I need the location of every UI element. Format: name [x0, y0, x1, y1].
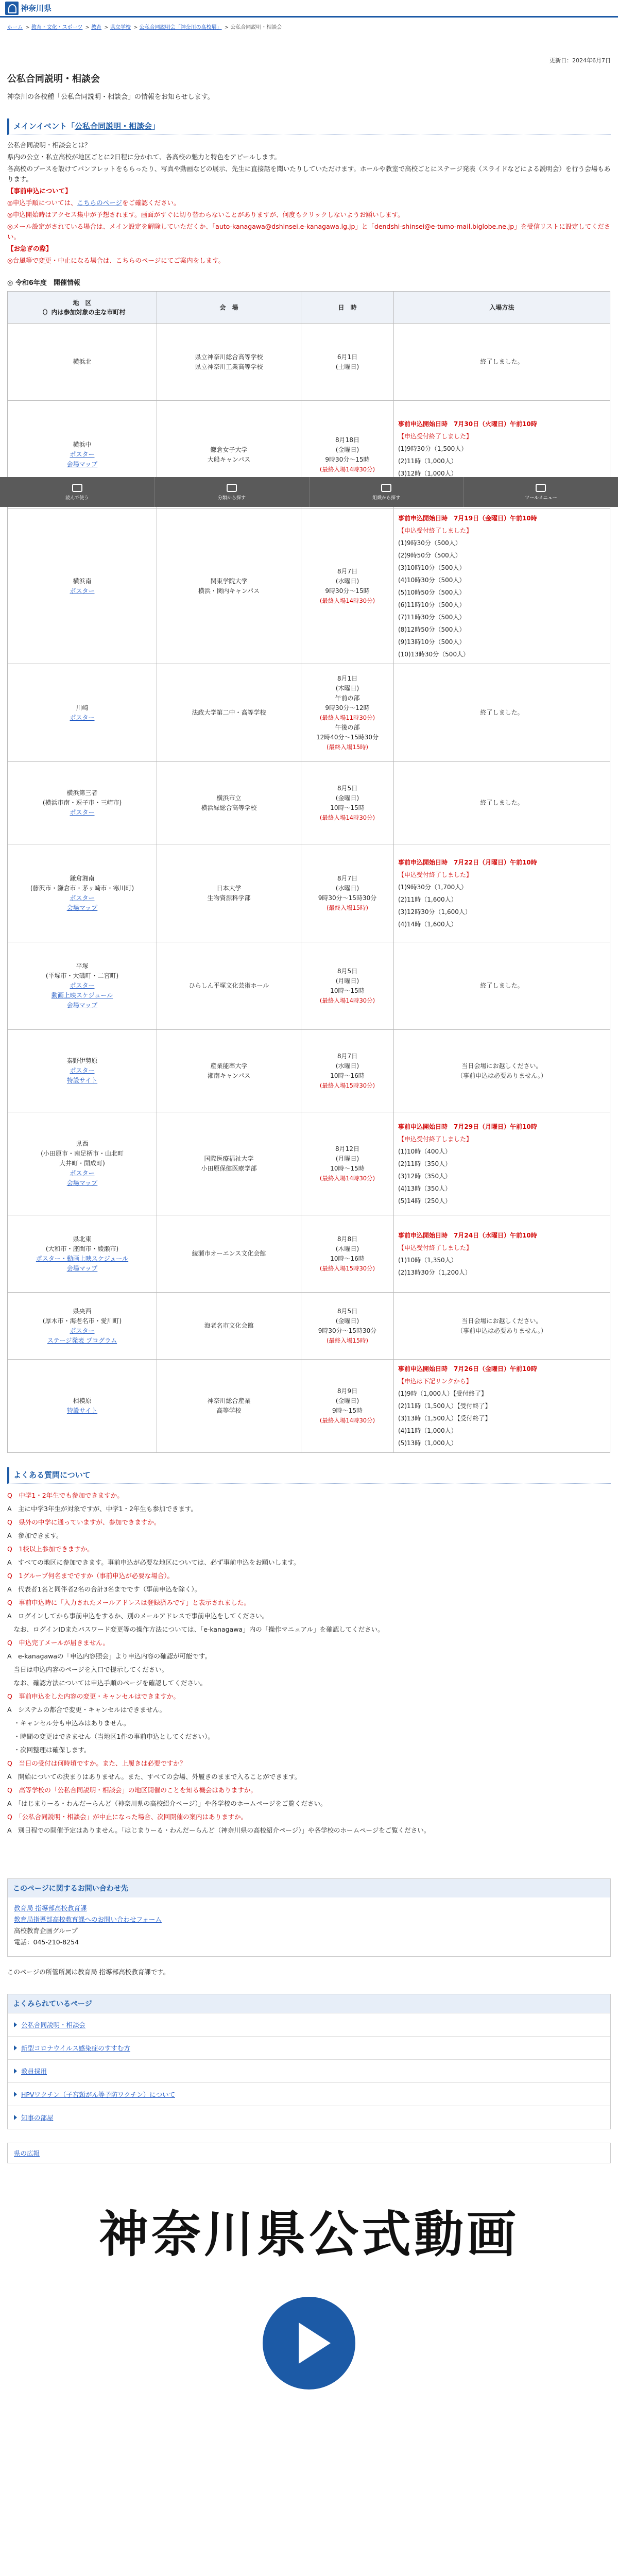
faq-question: Q 事前申込時に「入力されたメールアドレスは登録済みです」と表示されました。 — [7, 1599, 250, 1606]
area-link[interactable]: 特設サイト — [66, 1077, 98, 1084]
toolbar-label: ツールメニュー — [525, 495, 557, 501]
venue-cell: 神奈川総合産業 高等学校 — [157, 1360, 301, 1453]
area-name: 横浜第三者 (横浜市南・逗子市・三崎市) — [42, 789, 122, 806]
table-row — [8, 1360, 610, 1453]
area-link[interactable]: 会場マップ — [66, 461, 98, 468]
faq-question: Q 申込完了メールが届きません。 — [7, 1639, 109, 1647]
date-line: (最終入場15時30分) — [319, 1081, 375, 1089]
faq-answer: A 別日程での開催予定はありません。「はじまりーる・わんだーらんど（神奈川県の高校紹介ページ）」や各学校のホームページをご覧ください。 — [7, 1826, 431, 1834]
method-line: 事前申込開始日時 7月30日（火曜日）午前10時 — [398, 420, 537, 428]
venue-cell: 綾瀬市オーエンス文化会館 — [157, 1215, 301, 1293]
method-line: 【申込は下記リンクから】 — [398, 1378, 472, 1385]
area-name: 相模原 — [73, 1397, 92, 1404]
table-row — [8, 509, 610, 664]
faq-question: Q 「公私合同説明・相談会」が中止になった場合、次回開催の案内はありますか。 — [7, 1813, 248, 1821]
about-line: 各高校のブースを設けてパンフレットをもらったり、写真や動画などの展示、先生に直接話を聞いたりしていただけます。ホールや教室で高校ごとにステージ発表（スライドなどによる説明会）を行う会場もあります。 — [7, 165, 611, 183]
date-line: 10時〜15時 — [330, 804, 365, 811]
date-line: 9時30分〜15時30分 — [318, 1327, 377, 1334]
date-line: 8月1日 — [337, 674, 358, 682]
col-header-venue: 会 場 — [157, 292, 301, 324]
date-line: (最終入場15時30分) — [319, 1264, 375, 1272]
method-line: (3)12時（350人） — [398, 1172, 452, 1180]
faq-answer: ・キャンセル分も申込みはありません。 — [7, 1719, 130, 1727]
method-line: (6)11時10分（500人） — [398, 601, 466, 608]
method-line: (10)13時30分（500人） — [398, 651, 470, 658]
date-line: 6月1日 — [337, 353, 358, 361]
area-link[interactable]: 会場マップ — [66, 904, 98, 911]
banner-bar — [7, 2143, 611, 2163]
area-name: 県西 (小田原市・南足柄市・山北町 大井町・開成町) — [41, 1140, 124, 1167]
kanagawa-logo-icon — [5, 2, 19, 15]
arrow-right-icon — [14, 2045, 17, 2050]
table-row — [8, 1112, 610, 1215]
popular-item[interactable] — [8, 2059, 610, 2082]
area-link[interactable]: ポスター — [70, 982, 95, 989]
date-line: (水曜日) — [335, 884, 359, 892]
toolbar-label: 組織から探す — [372, 495, 401, 501]
date-line: 10時〜16時 — [330, 1072, 365, 1079]
faq-answer: なお、確認方法については申込手順のページを確認してください。 — [7, 1679, 207, 1687]
date-line: 8月5日 — [337, 1307, 358, 1315]
faq-answer: A システムの都合で変更・キャンセルはできません。 — [7, 1706, 166, 1714]
venue-cell: 法政大学第二中・高等学校 — [157, 664, 301, 762]
note-line: ◎申込手順については、こちらのページをご確認ください。 — [7, 199, 180, 207]
date-line: 9時〜15時 — [332, 1407, 363, 1414]
table-row — [8, 942, 610, 1030]
area-name: 横浜北 — [73, 358, 92, 365]
main-event-link[interactable]: 公私合同説明・相談会 — [74, 122, 152, 131]
page-lead: 神奈川の各校種「公私合同説明・相談会」の情報をお知らせします。 — [7, 93, 214, 101]
date-cell — [301, 1215, 394, 1293]
table-row — [8, 1215, 610, 1293]
area-link[interactable]: 会場マップ — [66, 1179, 98, 1187]
date-cell — [301, 664, 394, 762]
faq-answer: A 代表者1名と同伴者2名の合計3名までです（事前申込を除く）。 — [7, 1585, 201, 1593]
method-line: (2)9時50分（500人） — [398, 552, 461, 559]
area-name: 県北東 (大和市・座間市・綾瀬市) — [45, 1235, 119, 1252]
procedure-link[interactable]: こちらのページ — [77, 199, 122, 207]
method-line: 事前申込開始日時 7月29日（月曜日）午前10時 — [398, 1123, 537, 1130]
arrow-right-icon — [14, 2069, 17, 2074]
breadcrumb-item[interactable]: 県立学校 — [110, 25, 131, 30]
venue-cell: 海老名市文化会館 — [157, 1293, 301, 1360]
method-cell — [394, 1215, 610, 1293]
faq-question: Q 高等学校の「公私合同説明・相談会」の地区開催のことを知る機会はありますか。 — [7, 1786, 257, 1794]
toolbar-label: 読んで使う — [65, 495, 89, 501]
area-link[interactable]: 会場マップ — [66, 1264, 98, 1272]
table-row — [8, 664, 610, 762]
method-line: (1)9時（1,000人）【受付終了】 — [398, 1390, 487, 1397]
area-link[interactable]: 特設サイト — [66, 1407, 98, 1414]
faq-section — [7, 1467, 611, 1837]
area-cell — [8, 1112, 157, 1215]
method-line: (2)13時30分（1,200人） — [398, 1268, 471, 1276]
area-name: 県央西 (厚木市・海老名市・愛川町) — [42, 1307, 122, 1325]
area-link[interactable]: 会場マップ — [66, 1002, 98, 1009]
org-icon — [381, 484, 391, 492]
method-line: (2)11時（1,000人） — [398, 457, 457, 465]
date-line: (月曜日) — [335, 977, 359, 985]
main-event-heading: メインイベント「公私合同説明・相談会」 — [7, 118, 611, 135]
faq-answer: ・次回整理は確保します。 — [7, 1746, 91, 1754]
date-line: (最終入場14時30分) — [319, 814, 375, 821]
faq-answer: なお、ログインIDまたパスワード変更等の操作方法については、「e-kanagawa」内の「操作マニュアル」を確認してください。 — [7, 1625, 384, 1633]
location-note: このページの所管所属は教育局 指導部高校教育課です。 — [7, 1968, 170, 1976]
method-line: (1)9時30分（1,500人） — [398, 445, 468, 452]
method-line: (3)10時10分（500人） — [398, 564, 466, 571]
date-line: (水曜日) — [335, 1062, 359, 1070]
method-line: (2)11時（350人） — [398, 1160, 452, 1167]
fixed-toolbar — [0, 477, 618, 507]
area-name: 横浜中 — [73, 441, 92, 448]
venue-cell: ひらしん平塚文化芸術ホール — [157, 942, 301, 1030]
date-line: (最終入場15時) — [326, 1336, 369, 1344]
date-line: 10時〜15時 — [330, 1164, 365, 1172]
method-cell: 終了しました。 — [394, 664, 610, 762]
date-line: (最終入場14時30分) — [319, 1417, 375, 1424]
area-name: 秦野伊勢原 — [66, 1057, 98, 1064]
area-cell — [8, 1030, 157, 1112]
area-link[interactable]: ポスター — [70, 714, 95, 721]
date-line: (土曜日) — [335, 363, 359, 370]
contact-group: 高校教育企画グループ — [14, 1927, 78, 1935]
venue-cell: 日本大学 生物資源科学部 — [157, 844, 301, 942]
popular-pages — [7, 1994, 611, 2129]
area-cell — [8, 509, 157, 664]
faq-answer: A すべての地区に参加できます。事前申込が必要な地区については、必ず事前申込をお願いします。 — [7, 1558, 300, 1566]
contact-dept-link[interactable]: 教育局 指導部高校教育課 — [14, 1904, 87, 1912]
method-line: (7)11時30分（500人） — [398, 614, 466, 621]
page-title: 公私合同説明・相談会 — [7, 74, 100, 84]
method-line: 事前申込開始日時 7月19日（金曜日）午前10時 — [398, 515, 537, 522]
method-line: (4)14時（1,600人） — [398, 920, 457, 928]
note-line: ◎メール設定がされている場合は、メイン設定を解除していただくか、「auto-kanagawa@dshinsei.e-kanagawa.lg.jp」と「dendshi-shinsei@e-tumo-mail.biglobe.ne.jp」を受信リストに設定してください。 — [7, 223, 611, 241]
date-line: 10時〜15時 — [330, 987, 365, 994]
cancel-line: ◎台風等で変更・中止になる場合は、こちらのページにてご案内をします。 — [7, 257, 225, 264]
breadcrumb-item[interactable]: 教育 — [91, 25, 102, 30]
area-link[interactable]: ポスター — [70, 809, 95, 816]
site-logo[interactable] — [5, 2, 52, 15]
breadcrumb-item[interactable]: 教育・文化・スポーツ — [31, 25, 83, 30]
toolbar-label: 分類から探す — [217, 495, 246, 501]
area-cell — [8, 324, 157, 401]
table-row — [8, 1030, 610, 1112]
faq-question: Q 事前申込をした内容の変更・キャンセルはできますか。 — [7, 1692, 180, 1700]
date-line: (金曜日) — [335, 1397, 359, 1404]
date-cell — [301, 844, 394, 942]
contact-box — [7, 1878, 611, 1957]
note-line: ◎申込開始時はアクセス集中が予想されます。画面がすぐに切り替わらないことがありますが、何度もクリックしないようお願いします。 — [7, 211, 404, 218]
area-link[interactable]: ポスター — [70, 1067, 95, 1074]
method-cell: 終了しました。 — [394, 324, 610, 401]
method-line: (4)10時30分（500人） — [398, 577, 466, 584]
date-cell — [301, 1112, 394, 1215]
contact-title: このページに関するお問い合わせ先 — [8, 1879, 610, 1897]
method-line: 【申込受付終了しました】 — [398, 432, 473, 440]
date-line: (木曜日) — [335, 684, 359, 692]
banner-link[interactable]: 県の広報 — [14, 2149, 40, 2157]
popular-link[interactable]: 教員採用 — [21, 2067, 47, 2075]
date-cell — [301, 509, 394, 664]
area-link[interactable]: ポスター — [70, 1327, 95, 1334]
breadcrumb-current: 公私合同説明・相談会 — [230, 25, 282, 30]
method-line: (1)9時30分（1,700人） — [398, 883, 468, 891]
about-question: 公私合同説明・相談会とは？ — [7, 141, 91, 149]
about-line: 県内の公立・私立高校が地区ごとに2日程に分かれて、各高校の魅力と特色をアピールします。 — [7, 153, 281, 161]
popular-item[interactable] — [8, 2013, 610, 2036]
popular-item[interactable] — [8, 2036, 610, 2059]
area-link[interactable]: ポスター — [70, 894, 95, 902]
faq-question: Q 1グループ何名までですか（事前申込が必要な場合）。 — [7, 1572, 174, 1580]
method-line: (1)9時30分（500人） — [398, 539, 461, 547]
date-line: 9時30分〜15時 — [325, 455, 370, 463]
date-line: 9時30分〜15時 — [325, 587, 370, 595]
method-line: (4)13時（350人） — [398, 1184, 452, 1192]
date-line: 8月9日 — [337, 1387, 358, 1395]
table-row — [8, 844, 610, 942]
faq-answer: 当日は申込内容のページを入口で提示してください。 — [7, 1666, 168, 1673]
area-cell — [8, 942, 157, 1030]
area-link[interactable]: ポスター・動画上映スケジュール — [36, 1255, 129, 1262]
method-line: (8)12時50分（500人） — [398, 626, 466, 633]
date-line: (最終入場14時30分) — [319, 996, 375, 1004]
date-line: (金曜日) — [335, 794, 359, 802]
contact-form-link[interactable]: 教育局指導部高校教育課へのお問い合わせフォーム — [14, 1916, 162, 1923]
toolbar-button[interactable] — [464, 477, 618, 507]
toolbar-button[interactable] — [154, 477, 309, 507]
method-line: 【申込受付終了しました】 — [398, 1244, 473, 1251]
col-header-area: 地 区 （）内は参加対象の主な市町村 — [8, 292, 157, 324]
faq-question: Q 中学1・2年生でも参加できますか。 — [7, 1492, 124, 1499]
date-line: 9時30分〜15時30分 — [318, 894, 377, 902]
area-link[interactable]: ステージ発表 プログラム — [47, 1336, 117, 1344]
date-line: (最終入場11時30分) — [319, 714, 375, 721]
method-cell — [394, 1112, 610, 1215]
date-line: (金曜日) — [335, 446, 359, 453]
toolbar-button[interactable] — [310, 477, 464, 507]
popular-item[interactable] — [8, 2106, 610, 2129]
year-heading: ◎ 令和6年度 開催情報 — [7, 279, 80, 287]
method-cell — [394, 844, 610, 942]
area-link[interactable]: ポスター — [70, 587, 95, 595]
method-line: (2)11時（1,600人） — [398, 895, 457, 903]
date-line: 8月12日 — [335, 1145, 359, 1153]
venue-cell: 関東学院大学 横浜・関内キャンパス — [157, 509, 301, 664]
method-line: (4)11時（1,000人） — [398, 1427, 457, 1434]
area-cell — [8, 1215, 157, 1293]
date-cell — [301, 324, 394, 401]
method-line: (9)13時10分（500人） — [398, 638, 466, 646]
date-line: (金曜日) — [335, 1317, 359, 1325]
area-cell — [8, 1293, 157, 1360]
note-title: 【事前申込について】 — [7, 187, 72, 195]
method-line: (5)14時（250人） — [398, 1197, 452, 1205]
method-line: (5)13時（1,000人） — [398, 1439, 457, 1447]
method-cell: 終了しました。 — [394, 762, 610, 844]
area-name: 平塚 (平塚市・大磯町・二宮町) — [45, 962, 119, 979]
faq-answer: A e-kanagawaの「申込内容照会」より申込内容の確認が可能です。 — [7, 1652, 211, 1660]
official-video-banner[interactable] — [7, 2184, 611, 2400]
method-line: 事前申込開始日時 7月22日（月曜日）午前10時 — [398, 858, 537, 866]
breadcrumb-item[interactable]: 公私合同説明会「神奈川の高校展」 — [139, 25, 222, 30]
date-line: 午後の部 — [335, 723, 360, 731]
method-cell: 当日会場にお越しください。 （事前申込は必要ありません。） — [394, 1293, 610, 1360]
popular-link[interactable]: 新型コロナウイルス感染症のすすむ方 — [21, 2044, 130, 2052]
menu-icon — [536, 484, 546, 492]
method-line: 【申込受付終了しました】 — [398, 1135, 473, 1143]
popular-title: よくみられているページ — [8, 1994, 610, 2013]
area-link[interactable]: ポスター — [70, 1170, 95, 1177]
area-name: 鎌倉湘南 (藤沢市・鎌倉市・茅ヶ崎市・寒川町) — [30, 874, 134, 892]
popular-link[interactable]: 公私合同説明・相談会 — [21, 2021, 86, 2029]
date-line: 8月7日 — [337, 1052, 358, 1060]
arrow-right-icon — [14, 2092, 17, 2097]
area-cell — [8, 762, 157, 844]
toolbar-button[interactable] — [0, 477, 154, 507]
date-line: 8月18日 — [335, 436, 359, 444]
faq-question: Q 県外の中学に通っていますが、参加できますか。 — [7, 1518, 161, 1526]
updated-date: 更新日：2024年6月7日 — [550, 57, 611, 64]
faq-answer: A 参加できます。 — [7, 1532, 63, 1539]
about-section — [7, 140, 611, 266]
date-line: 8月7日 — [337, 568, 358, 575]
date-line: 8月5日 — [337, 967, 358, 975]
date-line: 8月8日 — [337, 1235, 358, 1243]
date-cell — [301, 1030, 394, 1112]
venue-cell: 産業能率大学 湘南キャンパス — [157, 1030, 301, 1112]
play-icon[interactable] — [263, 2297, 355, 2389]
area-name: 川崎 — [76, 704, 89, 711]
method-line: 【申込受付終了しました】 — [398, 527, 473, 534]
date-cell — [301, 942, 394, 1030]
venue-cell: 県立神奈川総合高等学校 県立神奈川工業高等学校 — [157, 324, 301, 401]
col-header-method: 入場方法 — [394, 292, 610, 324]
schedule-table — [7, 291, 610, 1453]
date-line: (最終入場14時30分) — [319, 597, 375, 604]
method-cell — [394, 1360, 610, 1453]
method-line: 事前申込開始日時 7月26日（金曜日）午前10時 — [398, 1365, 537, 1372]
faq-answer: A ログインしてから事前申込をするか、別のメールアドレスで事前申込をしてください。 — [7, 1612, 269, 1620]
cancel-title: 【お急ぎの際】 — [7, 245, 53, 252]
date-line: (月曜日) — [335, 1155, 359, 1162]
contact-tel: 電話：045-210-8254 — [14, 1938, 79, 1946]
date-line: 8月7日 — [337, 874, 358, 882]
col-header-date: 日 時 — [301, 292, 394, 324]
category-icon — [227, 484, 237, 492]
method-line: (1)10時（1,350人） — [398, 1256, 457, 1264]
popular-item[interactable] — [8, 2082, 610, 2106]
date-cell — [301, 762, 394, 844]
date-line: 9時30分〜12時 — [325, 704, 370, 711]
venue-cell: 横浜市立 横浜緑総合高等学校 — [157, 762, 301, 844]
date-line: (最終入場15時) — [326, 743, 369, 751]
method-line: (5)10時50分（500人） — [398, 589, 466, 596]
date-line: 12時40分〜15時30分 — [316, 733, 379, 741]
area-cell — [8, 664, 157, 762]
method-line: 【申込受付終了しました】 — [398, 871, 473, 878]
faq-heading: よくある質問について — [7, 1467, 611, 1484]
popular-link[interactable]: 知事の部屋 — [21, 2114, 54, 2122]
method-line: (3)12時（1,000人） — [398, 469, 457, 477]
table-row — [8, 1293, 610, 1360]
date-line: (最終入場14時30分) — [319, 1174, 375, 1182]
breadcrumb: ホーム > 教育・文化・スポーツ > 教育 > 県立学校 > 公私合同説明会「神奈川の高校展」 > 公私合同説明・相談会 — [7, 25, 282, 30]
video-title: 神奈川県公式動画 — [99, 2205, 519, 2263]
popular-link[interactable]: HPVワクチン（子宮頸がん等予防ワクチン）について — [21, 2091, 175, 2098]
venue-cell: 国際医療福祉大学 小田原保健医療学部 — [157, 1112, 301, 1215]
date-line: (水曜日) — [335, 578, 359, 585]
date-line: (最終入場15時) — [326, 904, 369, 911]
faq-answer: A 主に中学3年生が対象ですが、中学1・2年生も参加できます。 — [7, 1505, 197, 1513]
table-row — [8, 762, 610, 844]
arrow-right-icon — [14, 2022, 17, 2027]
method-line: (3)12時30分（1,600人） — [398, 908, 471, 916]
method-cell: 当日会場にお越しください。 （事前申込は必要ありません。） — [394, 1030, 610, 1112]
date-line: 8月5日 — [337, 784, 358, 792]
arrow-right-icon — [14, 2115, 17, 2120]
book-icon — [72, 484, 82, 492]
area-cell — [8, 844, 157, 942]
faq-answer: A 開始についての決まりはありません。また、すべての会場、外履きのままで入ることができます。 — [7, 1773, 301, 1781]
logo-text: 神奈川県 — [21, 4, 52, 13]
method-cell — [394, 509, 610, 664]
venue-cell: 鎌倉女子大学 大船キャンパス — [157, 401, 301, 509]
date-line: (最終入場14時30分) — [319, 465, 375, 473]
method-cell: 終了しました。 — [394, 942, 610, 1030]
site-header — [0, 0, 618, 18]
date-line: (木曜日) — [335, 1245, 359, 1252]
method-line: 事前申込開始日時 7月24日（水曜日）午前10時 — [398, 1231, 537, 1239]
table-row — [8, 324, 610, 401]
area-name: 横浜南 — [73, 578, 92, 585]
breadcrumb-item[interactable]: ホーム — [7, 25, 23, 30]
date-cell — [301, 1293, 394, 1360]
method-line: (1)10時（400人） — [398, 1147, 452, 1155]
faq-answer: A 「はじまりーる・わんだーらんど（神奈川県の高校紹介ページ）」や各学校のホームページをご覧ください。 — [7, 1800, 327, 1807]
faq-answer: ・時間の変更はできません（当地区1件の事前申込としてください）。 — [7, 1733, 214, 1740]
area-link[interactable]: 動画上映スケジュール — [51, 992, 113, 999]
date-line: 10時〜16時 — [330, 1255, 365, 1262]
area-link[interactable]: ポスター — [70, 451, 95, 458]
faq-question: Q 当日の受付は何時頃ですか。また、上履きは必要ですか？ — [7, 1759, 186, 1767]
method-line: (3)13時（1,500人）【受付終了】 — [398, 1415, 491, 1422]
date-cell — [301, 1360, 394, 1453]
faq-question: Q 1校以上参加できますか。 — [7, 1545, 94, 1553]
area-cell — [8, 1360, 157, 1453]
method-line: (2)11時（1,500人）【受付終了】 — [398, 1402, 491, 1410]
date-line: 午前の部 — [335, 694, 360, 702]
